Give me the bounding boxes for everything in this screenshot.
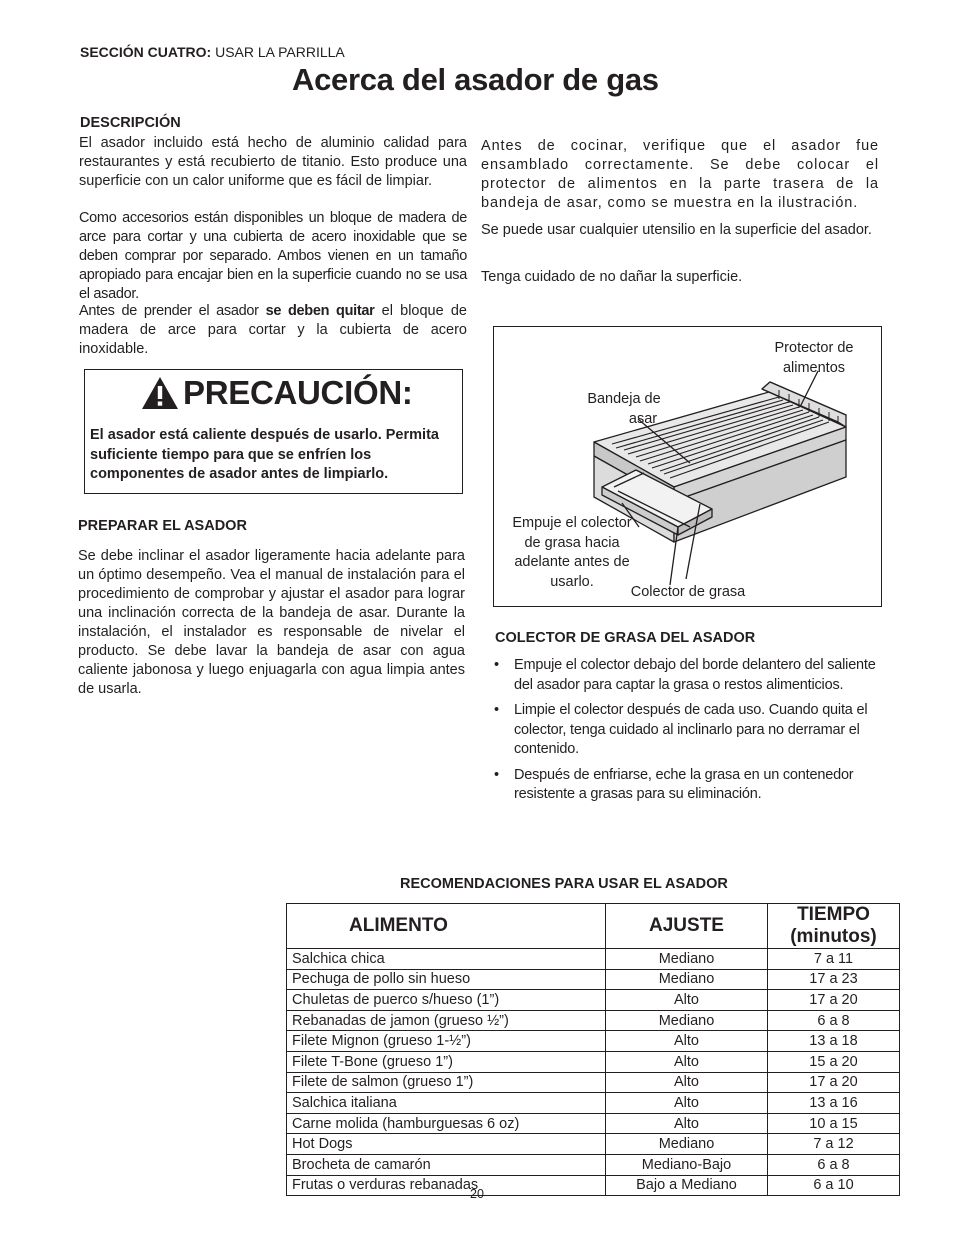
bullet-icon: • <box>494 657 499 673</box>
recommendations-table <box>286 903 900 1196</box>
cell-tiempo: 6 a 8 <box>768 1010 900 1031</box>
colector-bullet-list <box>494 656 886 811</box>
cell-alimento: Filete de salmon (grueso 1”) <box>287 1072 606 1093</box>
section-label: SECCIÓN CUATRO: <box>80 44 212 60</box>
cell-alimento: Pechuga de pollo sin hueso <box>287 969 606 990</box>
cell-ajuste: Mediano <box>606 1010 768 1031</box>
warning-triangle-icon <box>141 376 179 410</box>
descripcion-p3-post: el bloque de madera de arce para cortar y la cubierta de acero inoxidable. <box>79 303 467 357</box>
cell-ajuste: Mediano <box>606 949 768 970</box>
cell-ajuste: Alto <box>606 1051 768 1072</box>
column-header-alimento: ALIMENTO <box>287 904 606 949</box>
list-item-text: Empuje el colector debajo del borde delantero del saliente del asador para captar la grasa o restos alimenticios. <box>514 657 876 693</box>
label-empuje-line-4: usarlo. <box>550 573 594 590</box>
table-title: RECOMENDACIONES PARA USAR EL ASADOR <box>400 876 728 892</box>
cell-alimento: Hot Dogs <box>287 1134 606 1155</box>
descripcion-paragraph-1: El asador incluido está hecho de aluminio calidad para restaurantes y está recubierto de titanio. Esto produce una superficie con un calor uniforme que es fácil de limpiar. <box>79 135 467 189</box>
cell-tiempo: 7 a 12 <box>768 1134 900 1155</box>
list-item-text: Limpie el colector después de cada uso. Cuando quita el colector, tenga cuidado al inclinarlo para no derramar el contenido. <box>514 702 868 757</box>
list-item <box>494 701 886 760</box>
table-row <box>287 1051 900 1072</box>
cell-tiempo: 17 a 23 <box>768 969 900 990</box>
cell-tiempo: 7 a 11 <box>768 949 900 970</box>
caution-box <box>84 369 463 494</box>
table-row <box>287 949 900 970</box>
table-row <box>287 1154 900 1175</box>
bullet-icon: • <box>494 766 499 783</box>
cell-alimento: Filete T-Bone (grueso 1”) <box>287 1051 606 1072</box>
cell-alimento: Salchica italiana <box>287 1093 606 1114</box>
cell-tiempo: 17 a 20 <box>768 1072 900 1093</box>
descripcion-paragraph-3 <box>79 302 467 359</box>
caution-text: El asador está caliente después de usarlo. Permita suficiente tiempo para que se enfríen los componentes de asador antes de limpiarlo. <box>90 427 439 482</box>
cell-ajuste: Alto <box>606 1113 768 1134</box>
cell-alimento: Salchica chica <box>287 949 606 970</box>
label-protector-line-1: Protector de <box>774 340 854 356</box>
preparar-paragraph: Se debe inclinar el asador ligeramente hacia adelante para un óptimo desempeño. Vea el manual de instalación para el procedimiento de comprobar y ajustar el asador para lograr una inclinación correcta de la bandeja de asar. Durante la instalación, el instalador es responsable de nivelar el producto. Se debe lavar la bandeja de asar con agua caliente jabonosa y luego enjuagarla con agua limpia antes de usarla. <box>78 548 465 697</box>
right-paragraph-1: Antes de cocinar, verifique que el asador fue ensamblado correctamente. Se debe colocar el protector de alimentos en la parte trasera de la bandeja de asar, como se muestra en la ilustración. <box>481 138 879 211</box>
cell-alimento: Chuletas de puerco s/hueso (1”) <box>287 990 606 1011</box>
page-title: Acerca del asador de gas <box>292 62 659 97</box>
label-bandeja-line-1: Bandeja de <box>587 391 661 407</box>
cell-ajuste: Mediano <box>606 969 768 990</box>
cell-tiempo: 13 a 16 <box>768 1093 900 1114</box>
preparar-heading: PREPARAR EL ASADOR <box>78 518 247 534</box>
descripcion-heading: DESCRIPCIÓN <box>80 115 181 131</box>
cell-ajuste: Mediano <box>606 1134 768 1155</box>
page-number: 20 <box>470 1187 484 1201</box>
cell-tiempo: 17 a 20 <box>768 990 900 1011</box>
label-protector-line-2: alimentos <box>782 359 846 376</box>
cell-ajuste: Alto <box>606 1072 768 1093</box>
column-header-tiempo: TIEMPO (minutos) <box>768 904 900 949</box>
cell-alimento: Brocheta de camarón <box>287 1154 606 1175</box>
table-row <box>287 1134 900 1155</box>
cell-alimento: Frutas o verduras rebanadas <box>287 1175 606 1196</box>
cell-tiempo: 15 a 20 <box>768 1051 900 1072</box>
label-empuje-line-2: de grasa hacia <box>524 534 620 551</box>
table-row <box>287 1113 900 1134</box>
cell-ajuste: Alto <box>606 1031 768 1052</box>
right-paragraph-2: Se puede usar cualquier utensilio en la superficie del asador. <box>481 222 872 238</box>
section-name: USAR LA PARRILLA <box>211 44 345 60</box>
label-bandeja-line-2: asar <box>628 410 658 427</box>
cell-ajuste: Bajo a Mediano <box>606 1175 768 1196</box>
cell-alimento: Carne molida (hamburguesas 6 oz) <box>287 1113 606 1134</box>
cell-tiempo: 6 a 10 <box>768 1175 900 1196</box>
section-heading <box>80 44 345 60</box>
cell-tiempo: 10 a 15 <box>768 1113 900 1134</box>
list-item <box>494 656 886 695</box>
table-row <box>287 1093 900 1114</box>
cell-ajuste: Mediano-Bajo <box>606 1154 768 1175</box>
list-item-text: Después de enfriarse, eche la grasa en un contenedor resistente a grasas para su eliminación. <box>514 766 854 802</box>
cell-alimento: Rebanadas de jamon (grueso ½”) <box>287 1010 606 1031</box>
cell-tiempo: 13 a 18 <box>768 1031 900 1052</box>
cell-ajuste: Alto <box>606 990 768 1011</box>
label-colector: Colector de grasa <box>630 584 746 600</box>
table-row <box>287 969 900 990</box>
cell-tiempo: 6 a 8 <box>768 1154 900 1175</box>
cell-ajuste: Alto <box>606 1093 768 1114</box>
caution-title: PRECAUCIÓN: <box>183 374 413 411</box>
table-row <box>287 1175 900 1196</box>
label-protector <box>754 339 874 378</box>
colector-heading: COLECTOR DE GRASA DEL ASADOR <box>495 630 756 646</box>
column-header-ajuste: AJUSTE <box>606 904 768 949</box>
descripcion-p3-bold: se deben quitar <box>265 303 375 319</box>
right-paragraph-3: Tenga cuidado de no dañar la superficie. <box>481 269 743 285</box>
table-row <box>287 1072 900 1093</box>
descripcion-p3-pre: Antes de prender el asador <box>79 303 266 319</box>
table-row <box>287 1010 900 1031</box>
cell-alimento: Filete Mignon (grueso 1-½”) <box>287 1031 606 1052</box>
table-row <box>287 990 900 1011</box>
table-header-row <box>287 904 900 949</box>
label-empuje-line-1: Empuje el colector <box>512 515 632 531</box>
list-item <box>494 766 886 805</box>
label-empuje-line-3: adelante antes de <box>514 554 630 570</box>
table-row <box>287 1031 900 1052</box>
bullet-icon: • <box>494 702 499 718</box>
caution-header <box>141 374 413 412</box>
grill-diagram <box>493 326 882 607</box>
label-empuje <box>498 514 646 592</box>
label-bandeja <box>574 390 674 429</box>
descripcion-paragraph-2: Como accesorios están disponibles un bloque de madera de arce para cortar y una cubierta de acero inoxidable que se deben comprar por separado. Ambos vienen en un tamaño apropiado para encajar bien en la superficie cuando no se usa el asador. <box>79 210 467 302</box>
